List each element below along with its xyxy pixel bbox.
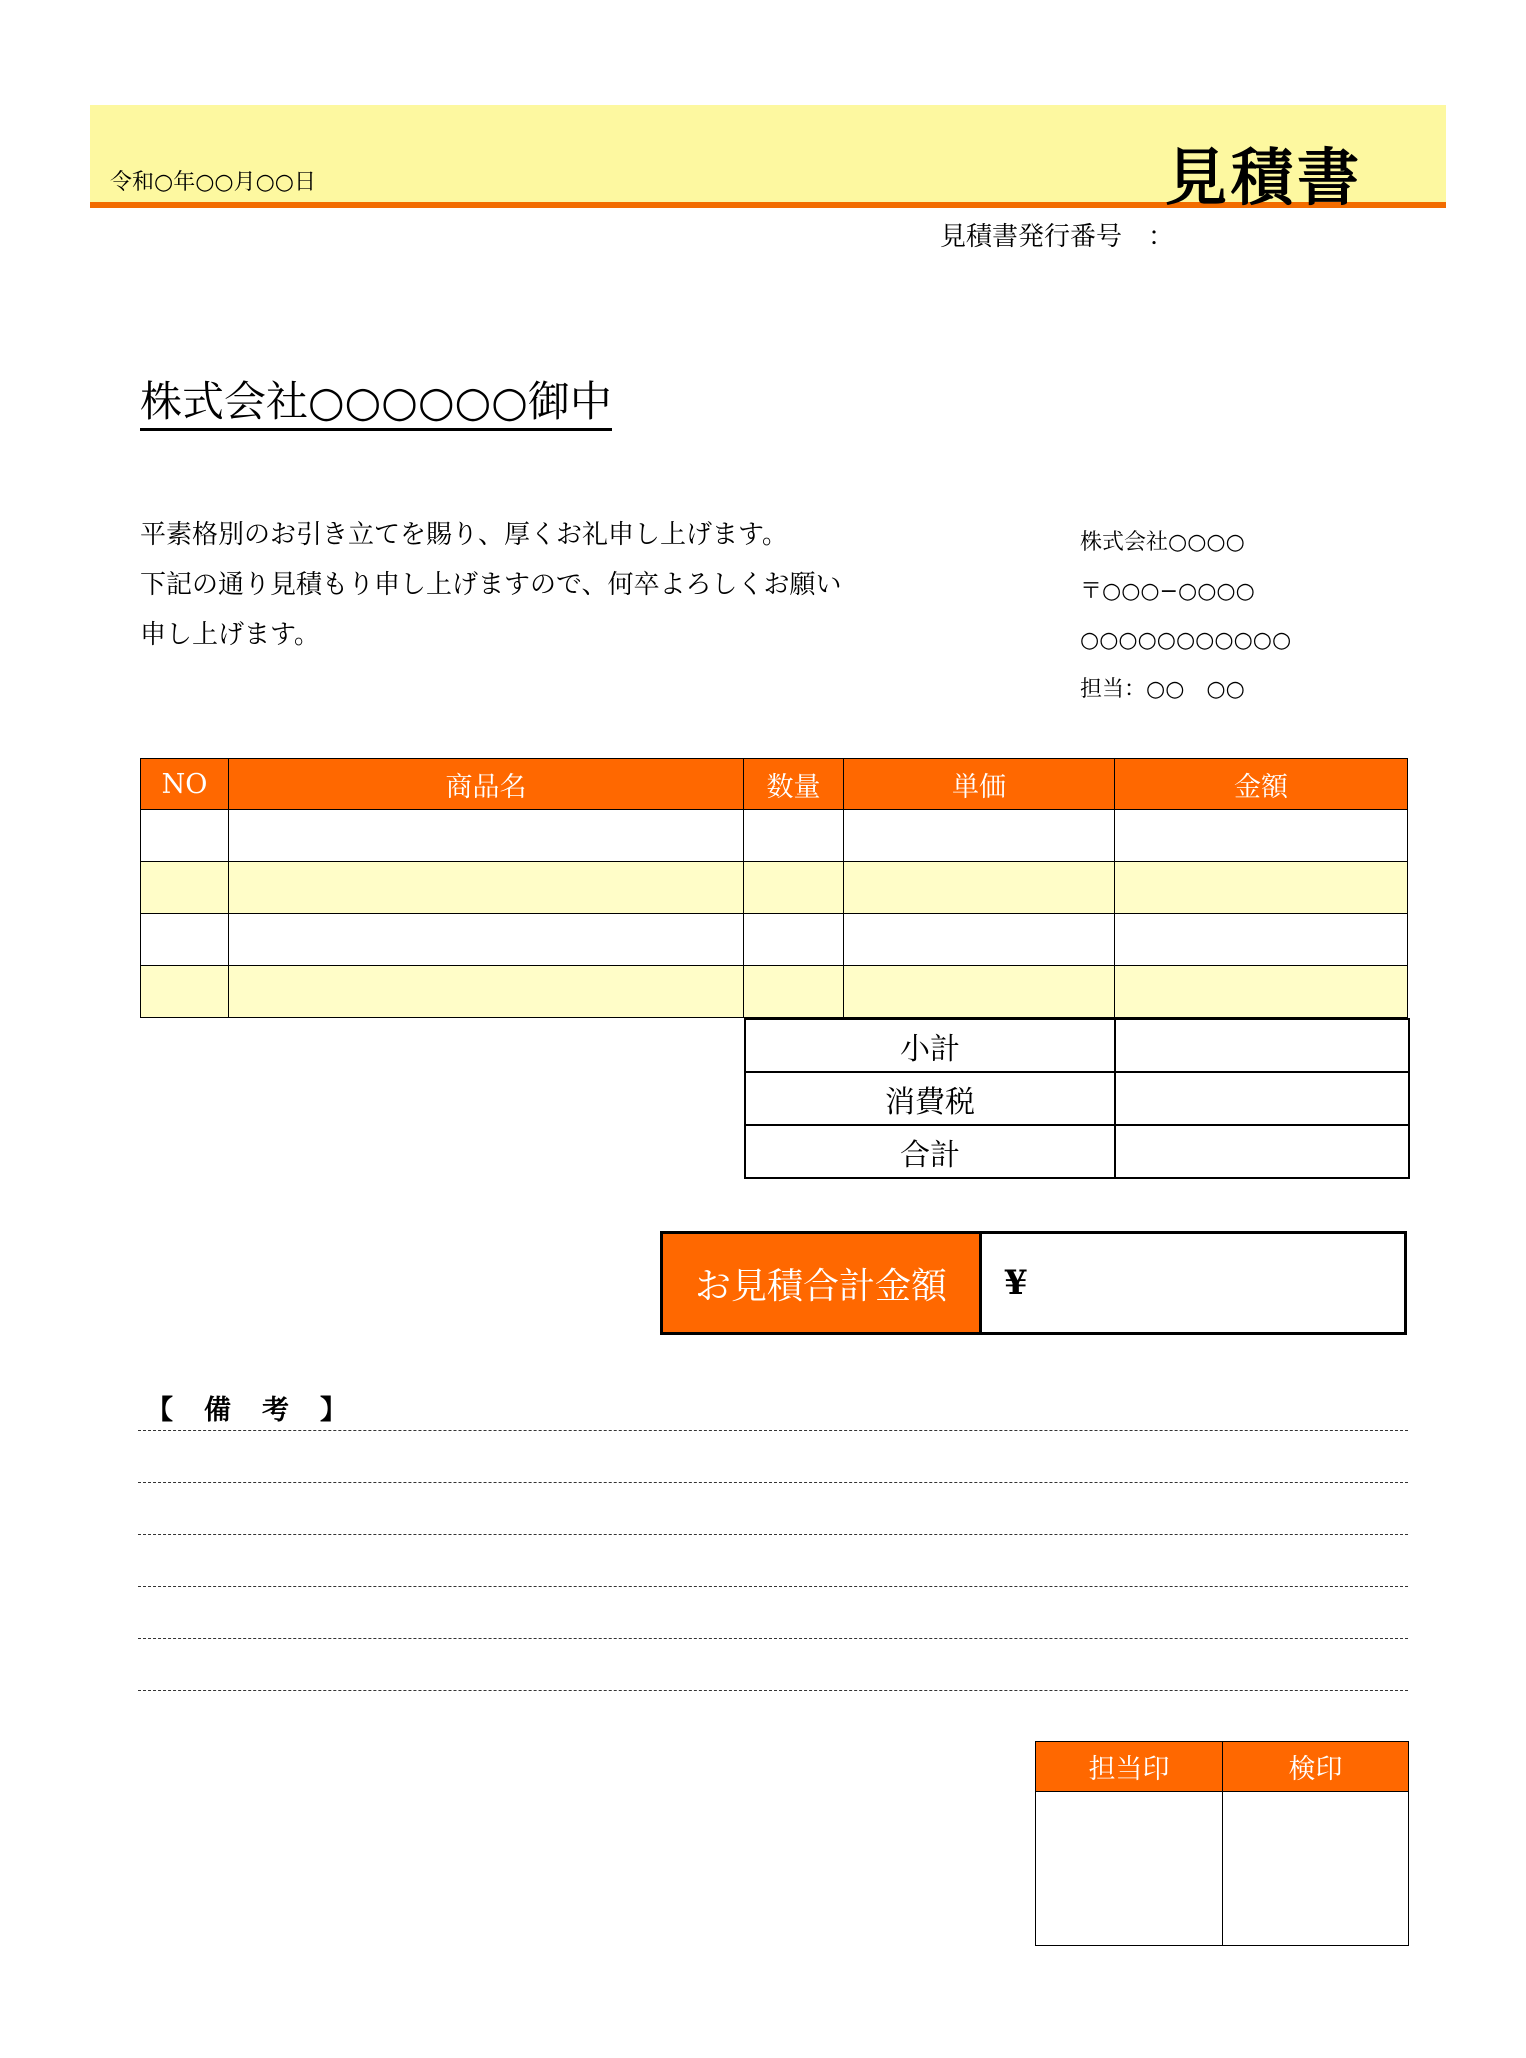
total-value bbox=[1115, 1125, 1409, 1178]
tax-value bbox=[1115, 1072, 1409, 1125]
document-title: 見積書 bbox=[1165, 141, 1364, 214]
cell-unit-price bbox=[844, 862, 1115, 914]
grand-total-value bbox=[982, 1234, 1404, 1332]
greeting-line: 申し上げます。 bbox=[140, 620, 320, 650]
table-row bbox=[141, 966, 1408, 1018]
total-row bbox=[745, 1125, 1409, 1178]
header-unit-price: 単価 bbox=[844, 759, 1115, 810]
cell-amount bbox=[1115, 914, 1408, 966]
currency-symbol: ¥ bbox=[1004, 1263, 1028, 1303]
tax-label: 消費税 bbox=[745, 1072, 1115, 1125]
subtotal-label: 小計 bbox=[745, 1019, 1115, 1072]
tax-row bbox=[745, 1072, 1409, 1125]
remarks-line bbox=[138, 1482, 1408, 1483]
stamp-box-inspection bbox=[1223, 1792, 1409, 1946]
greeting-text bbox=[140, 510, 970, 660]
items-header-row bbox=[141, 759, 1408, 810]
items-table bbox=[140, 758, 1408, 1018]
cell-qty bbox=[744, 810, 844, 862]
recipient-name: 株式会社○○○○○○御中 bbox=[140, 378, 612, 431]
cell-product bbox=[229, 966, 744, 1018]
remarks-line bbox=[138, 1586, 1408, 1587]
cell-amount bbox=[1115, 810, 1408, 862]
remarks-line bbox=[138, 1638, 1408, 1639]
stamp-header-row bbox=[1036, 1742, 1409, 1792]
cell-no bbox=[141, 810, 229, 862]
cell-amount bbox=[1115, 966, 1408, 1018]
issuer-postal: 〒○○○−○○○○ bbox=[1080, 579, 1255, 604]
cell-no bbox=[141, 914, 229, 966]
grand-total-box bbox=[660, 1231, 1407, 1335]
cell-product bbox=[229, 914, 744, 966]
total-label: 合計 bbox=[745, 1125, 1115, 1178]
cell-amount bbox=[1115, 862, 1408, 914]
cell-product bbox=[229, 862, 744, 914]
header-product: 商品名 bbox=[229, 759, 744, 810]
header-qty: 数量 bbox=[744, 759, 844, 810]
cell-unit-price bbox=[844, 810, 1115, 862]
cell-qty bbox=[744, 914, 844, 966]
issue-number-label: 見積書発行番号 ： bbox=[940, 222, 1175, 252]
remarks-line bbox=[138, 1430, 1408, 1431]
cell-no bbox=[141, 966, 229, 1018]
table-row bbox=[141, 810, 1408, 862]
cell-unit-price bbox=[844, 914, 1115, 966]
cell-unit-price bbox=[844, 966, 1115, 1018]
issuer-person: 担当：○○ ○○ bbox=[1080, 677, 1245, 702]
stamp-row bbox=[1036, 1792, 1409, 1946]
subtotal-value bbox=[1115, 1019, 1409, 1072]
grand-total-label: お見積合計金額 bbox=[663, 1234, 982, 1332]
cell-qty bbox=[744, 966, 844, 1018]
stamp-table bbox=[1035, 1741, 1409, 1946]
subtotal-row bbox=[745, 1019, 1409, 1072]
issuer-company: 株式会社○○○○ bbox=[1080, 530, 1245, 555]
greeting-line: 下記の通り見積もり申し上げますので、何卒よろしくお願い bbox=[140, 570, 842, 600]
issuer-address: ○○○○○○○○○○○ bbox=[1080, 628, 1292, 653]
table-row bbox=[141, 914, 1408, 966]
totals-table bbox=[744, 1018, 1410, 1179]
stamp-box-person bbox=[1036, 1792, 1223, 1946]
issue-date: 令和○年○○月○○日 bbox=[110, 170, 316, 195]
issuer-info bbox=[1080, 518, 1291, 714]
table-row bbox=[141, 862, 1408, 914]
cell-no bbox=[141, 862, 229, 914]
remarks-line bbox=[138, 1690, 1408, 1691]
cell-qty bbox=[744, 862, 844, 914]
remarks-title: 【 備 考 】 bbox=[146, 1395, 349, 1426]
stamp-label-inspection: 検印 bbox=[1223, 1742, 1409, 1792]
greeting-line: 平素格別のお引き立てを賜り、厚くお礼申し上げます。 bbox=[140, 520, 788, 550]
remarks-line bbox=[138, 1534, 1408, 1535]
cell-product bbox=[229, 810, 744, 862]
header-no: NO bbox=[141, 759, 229, 810]
stamp-label-person: 担当印 bbox=[1036, 1742, 1223, 1792]
header-amount: 金額 bbox=[1115, 759, 1408, 810]
